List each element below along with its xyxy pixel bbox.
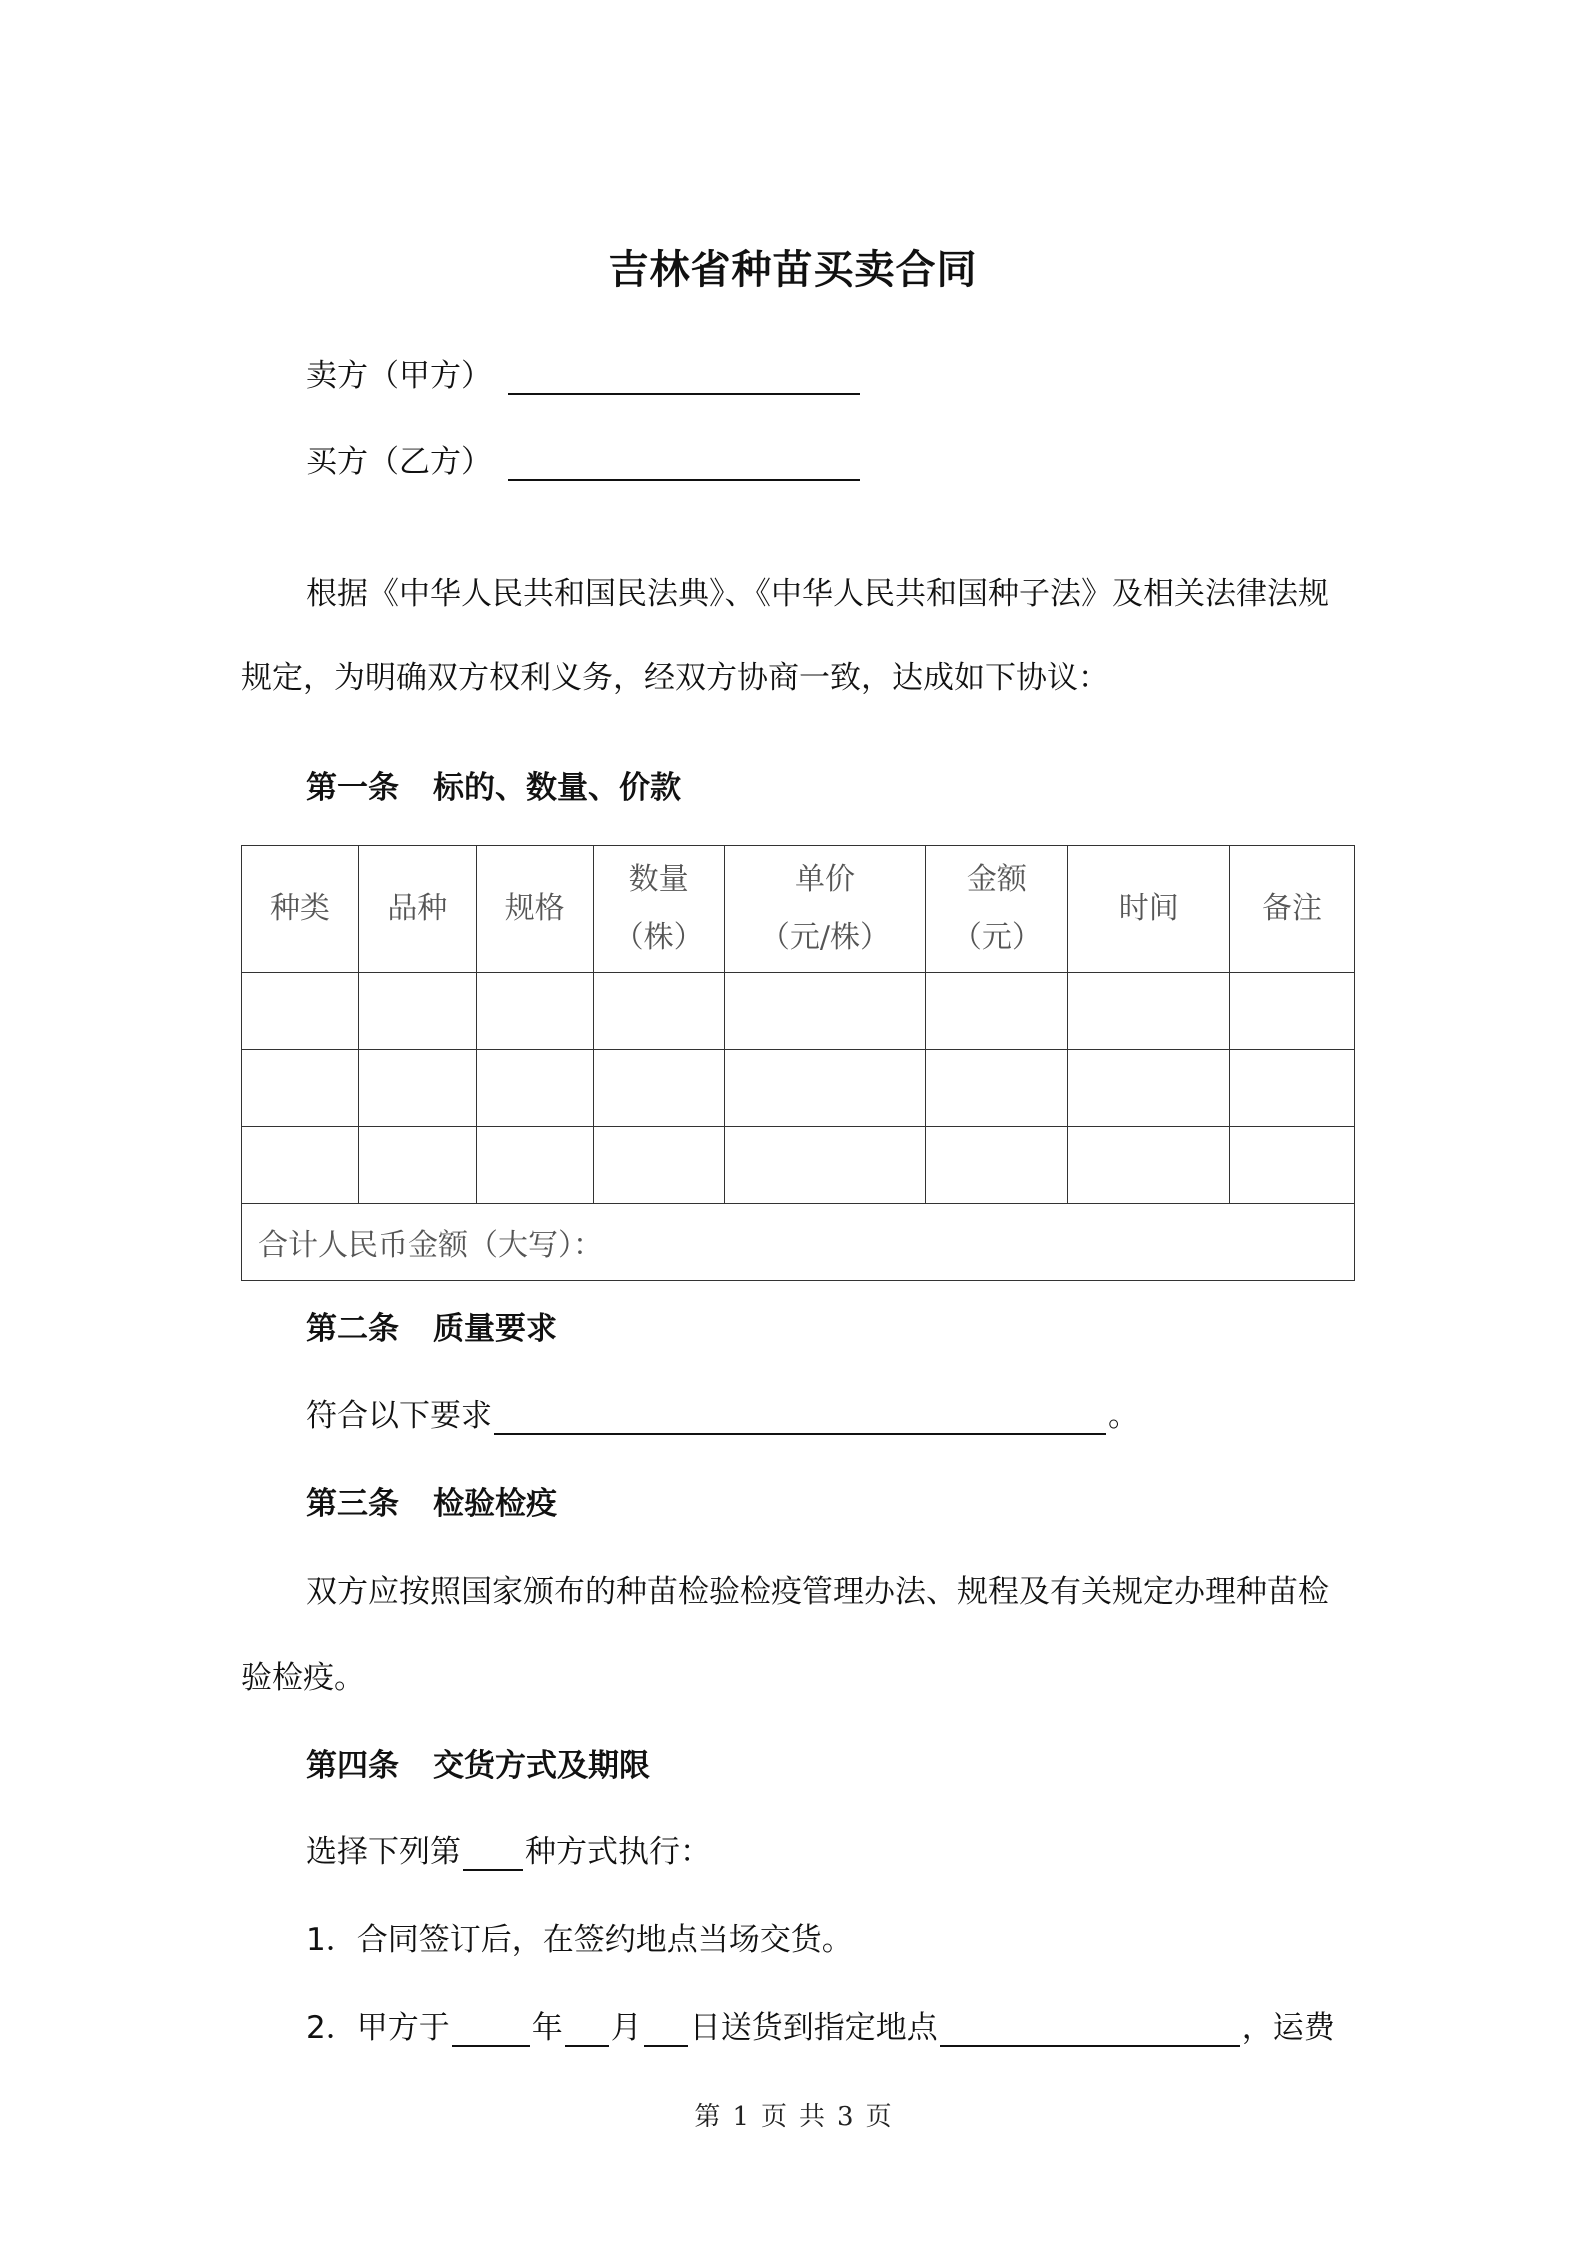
day-label: 日送货到指定地点 xyxy=(689,2010,938,2046)
table-cell[interactable] xyxy=(358,973,476,1050)
page-footer xyxy=(0,2096,1586,2133)
goods-table xyxy=(241,845,1355,1281)
footer-text: 第 xyxy=(694,2102,721,2132)
table-row xyxy=(242,1050,1355,1127)
table-cell[interactable] xyxy=(242,1050,359,1127)
table-cell[interactable] xyxy=(724,1127,926,1204)
table-cell[interactable] xyxy=(724,1050,926,1127)
article-1-heading xyxy=(306,762,681,807)
table-cell[interactable] xyxy=(358,1050,476,1127)
table-row xyxy=(242,1127,1355,1204)
table-cell[interactable] xyxy=(1230,1127,1355,1204)
table-cell[interactable] xyxy=(926,1050,1068,1127)
inspection-line-2: 验检疫。 xyxy=(241,1660,365,1696)
quality-suffix: 。 xyxy=(1108,1398,1139,1434)
table-cell[interactable] xyxy=(926,1127,1068,1204)
table-cell[interactable] xyxy=(242,973,359,1050)
inspection-line-1: 双方应按照国家颁布的种苗检验检疫管理办法、规程及有关规定办理种苗检 xyxy=(306,1574,1329,1610)
option-1: 1．合同签订后，在签约地点当场交货。 xyxy=(306,1922,853,1958)
buyer-label: 买方（乙方） xyxy=(306,444,492,480)
quality-blank[interactable] xyxy=(494,1401,1106,1435)
header-cell-unit-price: 单价 （元/株） xyxy=(724,846,926,973)
buyer-line xyxy=(306,436,862,481)
table-cell[interactable] xyxy=(1230,973,1355,1050)
table-cell[interactable] xyxy=(1068,973,1230,1050)
header-cell-remarks: 备注 xyxy=(1230,846,1355,973)
total-page-number: 3 xyxy=(837,2102,854,2132)
header-cell-quantity: 数量 （株） xyxy=(593,846,724,973)
table-cell[interactable] xyxy=(476,1127,593,1204)
article-2-title: 质量要求 xyxy=(433,1311,557,1347)
table-cell[interactable] xyxy=(1068,1050,1230,1127)
page-title: 吉林省种苗买卖合同 xyxy=(608,247,978,293)
option-2 xyxy=(306,2002,1335,2047)
table-header-row xyxy=(242,846,1355,973)
table-total-row xyxy=(242,1204,1355,1281)
total-amount-cell[interactable]: 合计人民币金额（大写）： xyxy=(242,1204,1355,1281)
month-blank[interactable] xyxy=(565,2013,609,2047)
footer-text: 页 xyxy=(760,2102,787,2132)
article-4-title: 交货方式及期限 xyxy=(433,1748,650,1784)
table-cell[interactable] xyxy=(1230,1050,1355,1127)
day-blank[interactable] xyxy=(644,2013,688,2047)
article-3-title: 检验检疫 xyxy=(433,1486,557,1522)
header-cell-time: 时间 xyxy=(1068,846,1230,973)
article-1-title: 标的、数量、价款 xyxy=(433,770,681,806)
option-2-prefix: 2．甲方于 xyxy=(306,2010,450,2046)
year-label: 年 xyxy=(531,2010,563,2046)
table-cell[interactable] xyxy=(724,973,926,1050)
article-1-number: 第一条 xyxy=(306,770,399,806)
seller-line xyxy=(306,350,862,395)
table-cell[interactable] xyxy=(593,973,724,1050)
article-4-number: 第四条 xyxy=(306,1748,399,1784)
method-number-blank[interactable] xyxy=(463,1837,523,1871)
select-prefix: 选择下列第 xyxy=(306,1834,461,1870)
article-4-heading xyxy=(306,1740,650,1785)
table-cell[interactable] xyxy=(476,973,593,1050)
month-label: 月 xyxy=(610,2010,642,2046)
year-blank[interactable] xyxy=(452,2013,530,2047)
header-cell-type: 种类 xyxy=(242,846,359,973)
table-cell[interactable] xyxy=(1068,1127,1230,1204)
footer-text: 共 xyxy=(799,2102,826,2132)
quality-line xyxy=(306,1390,1139,1435)
article-3-heading xyxy=(306,1478,557,1523)
table-cell[interactable] xyxy=(593,1050,724,1127)
header-cell-amount: 金额 （元） xyxy=(926,846,1068,973)
intro-line-2: 规定，为明确双方权利义务，经双方协商一致，达成如下协议： xyxy=(241,660,1109,696)
table-cell[interactable] xyxy=(358,1127,476,1204)
delivery-location-blank[interactable] xyxy=(940,2013,1240,2047)
table-cell[interactable] xyxy=(593,1127,724,1204)
table-row xyxy=(242,973,1355,1050)
select-method-line xyxy=(306,1826,711,1871)
article-2-heading xyxy=(306,1303,557,1348)
seller-label: 卖方（甲方） xyxy=(306,358,492,394)
quality-prefix: 符合以下要求 xyxy=(306,1398,492,1434)
current-page-number: 1 xyxy=(732,2102,749,2132)
header-cell-variety: 品种 xyxy=(358,846,476,973)
table-cell[interactable] xyxy=(242,1127,359,1204)
table-cell[interactable] xyxy=(926,973,1068,1050)
select-suffix: 种方式执行： xyxy=(525,1834,711,1870)
buyer-blank[interactable] xyxy=(508,447,860,481)
table-cell[interactable] xyxy=(476,1050,593,1127)
article-3-number: 第三条 xyxy=(306,1486,399,1522)
header-cell-spec: 规格 xyxy=(476,846,593,973)
option-2-suffix: ，运费 xyxy=(1241,2010,1335,2046)
intro-line-1: 根据《中华人民共和国民法典》、《中华人民共和国种子法》及相关法律法规 xyxy=(306,576,1329,612)
article-2-number: 第二条 xyxy=(306,1311,399,1347)
seller-blank[interactable] xyxy=(508,361,860,395)
footer-text: 页 xyxy=(865,2102,892,2132)
